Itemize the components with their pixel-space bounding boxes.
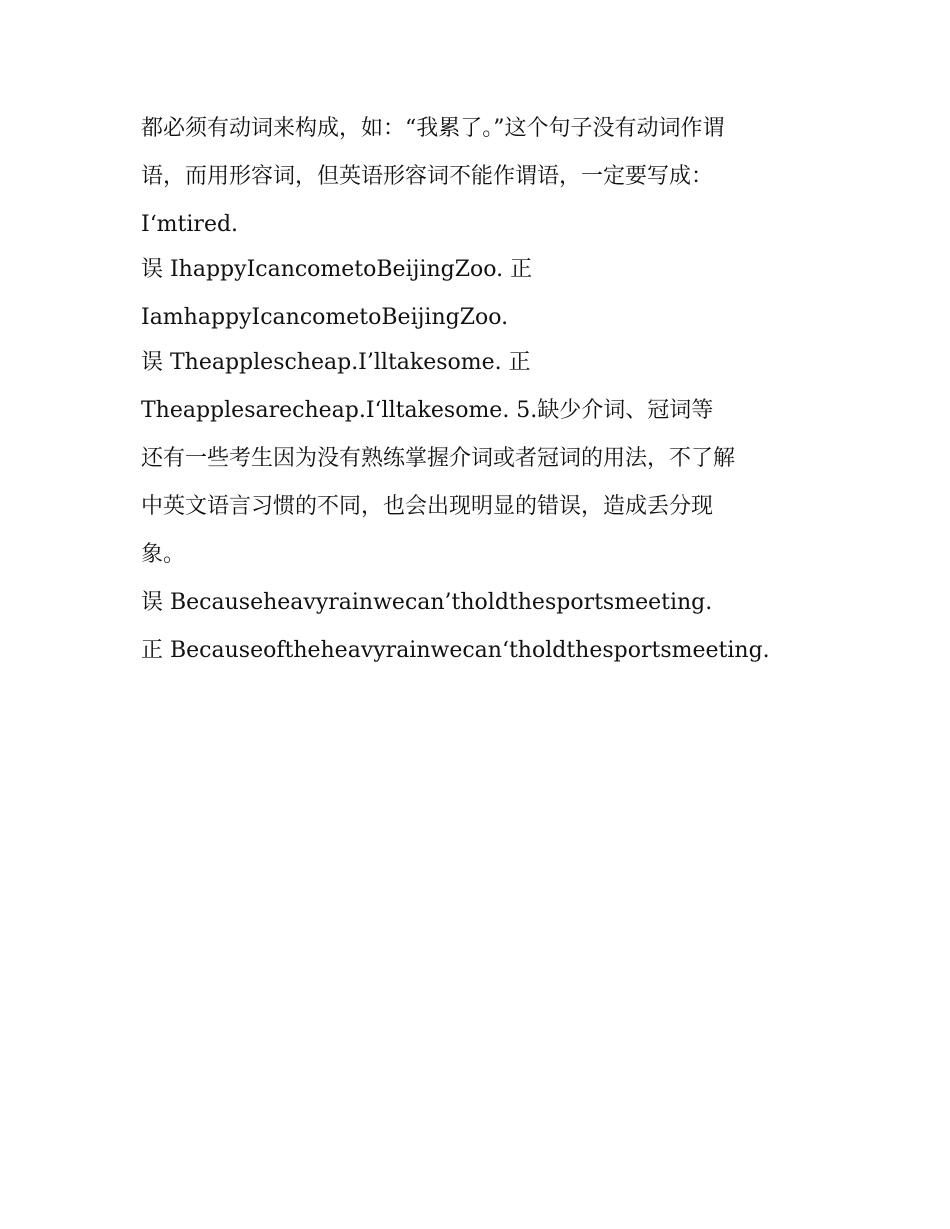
text-line: 正 Becauseoftheheavyrainwecan‘tholdthesportsmeeting.: [141, 638, 770, 663]
text-line: 误 Theapplescheap.I’lltakesome. 正: [141, 350, 531, 375]
text-line: 都必须有动词来构成，如：“我累了。”这个句子没有动词作谓: [141, 116, 725, 141]
text-line: 语，而用形容词，但英语形容词不能作谓语，一定要写成：: [141, 164, 714, 189]
body-text: [141, 107, 821, 677]
text-line: 象。: [141, 542, 186, 567]
text-line: 误 Becauseheavyrainwecan’tholdthesportsmeeting.: [141, 590, 713, 615]
text-line: 还有一些考生因为没有熟练掌握介词或者冠词的用法，不了解: [141, 446, 736, 471]
text-line: Theapplesarecheap.I‘lltakesome. 5.缺少介词、冠词等: [141, 398, 714, 423]
text-line: IamhappyIcancometoBeijingZoo.: [141, 305, 509, 330]
text-line: I‘mtired.: [141, 212, 239, 237]
text-line: 误 IhappyIcancometoBeijingZoo. 正: [141, 257, 533, 282]
text-line: 中英文语言习惯的不同，也会出现明显的错误，造成丢分现: [141, 494, 714, 519]
